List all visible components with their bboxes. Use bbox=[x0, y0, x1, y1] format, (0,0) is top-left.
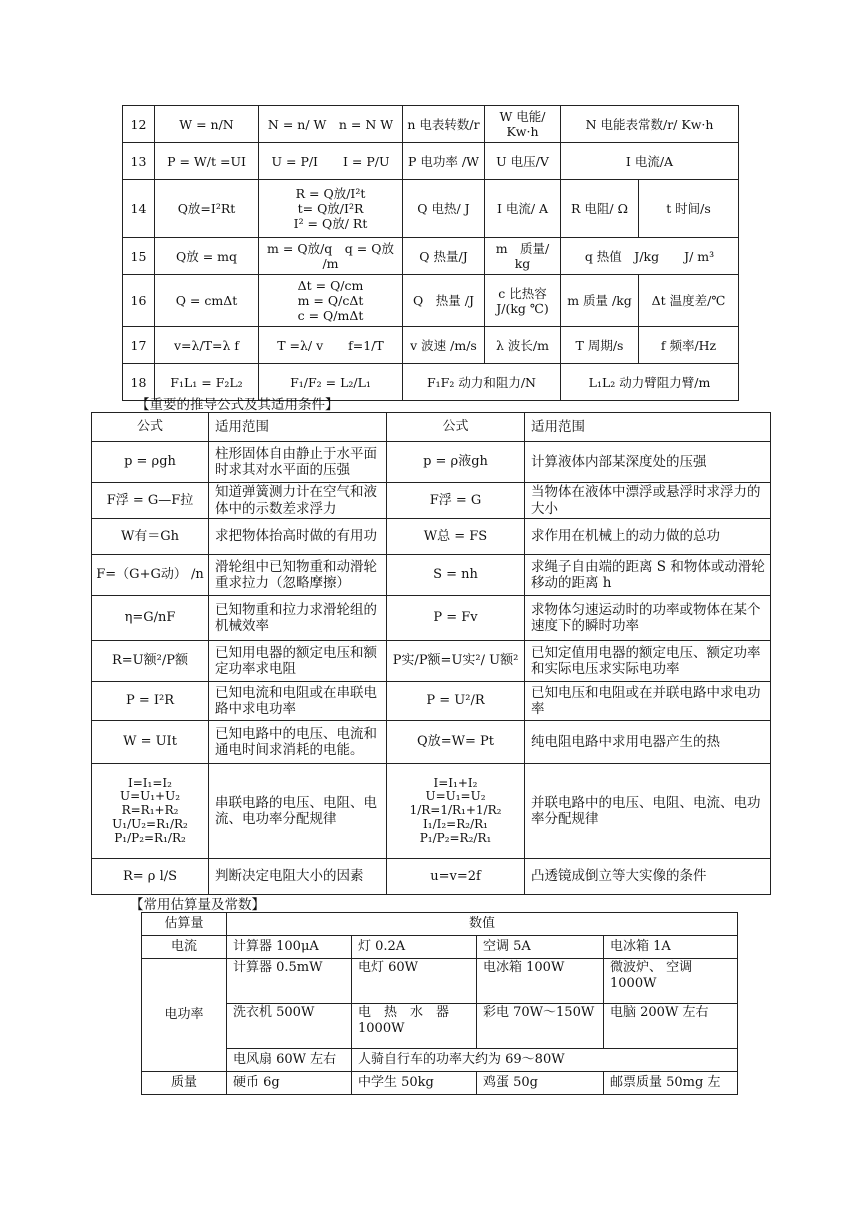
formula-cell: W总 = FS bbox=[387, 519, 525, 555]
condition-cell: 纯电阻电路中求用电器产生的热 bbox=[525, 721, 771, 764]
quantity-cell: f 频率/Hz bbox=[639, 327, 739, 364]
value-cell: 电冰箱 100W bbox=[477, 959, 604, 1004]
quantity-cell: U 电压/V bbox=[485, 143, 561, 180]
condition-cell: 并联电路中的电压、电阻、电流、电功率分配规律 bbox=[525, 764, 771, 859]
formula-table bbox=[122, 105, 739, 401]
quantity-cell: t 时间/s bbox=[639, 180, 739, 238]
formula-cell: U = P/I I = P/U bbox=[259, 143, 403, 180]
quantity-cell: I 电流/ A bbox=[485, 180, 561, 238]
quantity-cell: n 电表转数/r bbox=[403, 106, 485, 143]
derived-formula-table bbox=[91, 412, 771, 895]
condition-cell: 求作用在机械上的动力做的总功 bbox=[525, 519, 771, 555]
value-cell: 电风扇 60W 左右 bbox=[227, 1049, 352, 1072]
table-header-row bbox=[142, 913, 738, 936]
value-cell: 计算器 100μA bbox=[227, 936, 352, 959]
formula-cell: N = n/ W n = N W bbox=[259, 106, 403, 143]
column-header: 适用范围 bbox=[525, 413, 771, 442]
row-label: 电功率 bbox=[142, 959, 227, 1072]
row-number: 14 bbox=[123, 180, 155, 238]
formula-cell: F=（G+G动） /n bbox=[92, 555, 209, 596]
column-header: 估算量 bbox=[142, 913, 227, 936]
table-row bbox=[92, 596, 771, 641]
table-row bbox=[123, 143, 739, 180]
table-row bbox=[123, 106, 739, 143]
condition-cell: 滑轮组中已知物重和动滑轮重求拉力（忽略摩擦） bbox=[209, 555, 387, 596]
table-row bbox=[123, 327, 739, 364]
condition-cell: 知道弹簧测力计在空气和液体中的示数差求浮力 bbox=[209, 483, 387, 519]
value-cell: 电冰箱 1A bbox=[604, 936, 738, 959]
column-header: 公式 bbox=[387, 413, 525, 442]
table-row bbox=[92, 483, 771, 519]
value-cell: 电脑 200W 左右 bbox=[604, 1004, 738, 1049]
quantity-cell: Δt 温度差/℃ bbox=[639, 275, 739, 327]
formula-cell: u=v=2f bbox=[387, 859, 525, 895]
table-row bbox=[92, 721, 771, 764]
table-header-row bbox=[92, 413, 771, 442]
condition-cell: 当物体在液体中漂浮或悬浮时求浮力的大小 bbox=[525, 483, 771, 519]
quantity-cell: m 质量/ kg bbox=[485, 238, 561, 275]
formula-cell: R = Q放/I²t t= Q放/I²R I² = Q放/ Rt bbox=[259, 180, 403, 238]
formula-cell: W = n/N bbox=[155, 106, 259, 143]
quantity-cell: I 电流/A bbox=[561, 143, 739, 180]
quantity-cell: q 热值 J/kg J/ m³ bbox=[561, 238, 739, 275]
formula-cell: P = Fv bbox=[387, 596, 525, 641]
section-title: 【重要的推导公式及其适用条件】 bbox=[136, 397, 339, 413]
table-row bbox=[123, 238, 739, 275]
table-row bbox=[142, 1072, 738, 1095]
value-cell: 人骑自行车的功率大约为 69～80W bbox=[352, 1049, 738, 1072]
value-cell: 微波炉、 空调 1000W bbox=[604, 959, 738, 1004]
condition-cell: 已知电流和电阻或在串联电路中求电功率 bbox=[209, 682, 387, 721]
value-cell: 邮票质量 50mg 左 bbox=[604, 1072, 738, 1095]
row-number: 18 bbox=[123, 364, 155, 401]
formula-cell: P = I²R bbox=[92, 682, 209, 721]
formula-cell: W = UIt bbox=[92, 721, 209, 764]
quantity-cell: L₁L₂ 动力臂阻力臂/m bbox=[561, 364, 739, 401]
condition-cell: 判断决定电阻大小的因素 bbox=[209, 859, 387, 895]
row-number: 13 bbox=[123, 143, 155, 180]
row-number: 17 bbox=[123, 327, 155, 364]
condition-cell: 求绳子自由端的距离 S 和物体或动滑轮移动的距离 h bbox=[525, 555, 771, 596]
formula-cell: Q = cmΔt bbox=[155, 275, 259, 327]
table-row bbox=[142, 959, 738, 1004]
table-row bbox=[142, 1049, 738, 1072]
formula-cell: R= ρ l/S bbox=[92, 859, 209, 895]
row-label: 电流 bbox=[142, 936, 227, 959]
quantity-cell: c 比热容 J/(kg ℃) bbox=[485, 275, 561, 327]
table-row bbox=[142, 1004, 738, 1049]
table-row bbox=[92, 641, 771, 682]
formula-cell: W有＝Gh bbox=[92, 519, 209, 555]
value-cell: 电 热 水 器 1000W bbox=[352, 1004, 477, 1049]
table-row bbox=[92, 859, 771, 895]
row-number: 15 bbox=[123, 238, 155, 275]
condition-cell: 已知定值用电器的额定电压、额定功率和实际电压求实际电功率 bbox=[525, 641, 771, 682]
formula-cell: p = ρ液gh bbox=[387, 442, 525, 483]
formula-cell: F浮 = G—F拉 bbox=[92, 483, 209, 519]
table-row bbox=[92, 555, 771, 596]
quantity-cell: Q 热量 /J bbox=[403, 275, 485, 327]
formula-cell: F₁/F₂ = L₂/L₁ bbox=[259, 364, 403, 401]
condition-cell: 凸透镜成倒立等大实像的条件 bbox=[525, 859, 771, 895]
quantity-cell: λ 波长/m bbox=[485, 327, 561, 364]
value-cell: 鸡蛋 50g bbox=[477, 1072, 604, 1095]
formula-cell: I=I₁=I₂ U=U₁+U₂ R=R₁+R₂ U₁/U₂=R₁/R₂ P₁/P₂=R₁/R₂ bbox=[92, 764, 209, 859]
quantity-cell: R 电阻/ Ω bbox=[561, 180, 639, 238]
condition-cell: 柱形固体自由静止于水平面时求其对水平面的压强 bbox=[209, 442, 387, 483]
formula-cell: Q放=W= Pt bbox=[387, 721, 525, 764]
condition-cell: 求物体匀速运动时的功率或物体在某个速度下的瞬时功率 bbox=[525, 596, 771, 641]
condition-cell: 已知电路中的电压、电流和通电时间求消耗的电能。 bbox=[209, 721, 387, 764]
table-row bbox=[123, 275, 739, 327]
formula-cell: S = nh bbox=[387, 555, 525, 596]
formula-cell: P = W/t =UI bbox=[155, 143, 259, 180]
formula-cell: F₁L₁ = F₂L₂ bbox=[155, 364, 259, 401]
condition-cell: 已知电压和电阻或在并联电路中求电功率 bbox=[525, 682, 771, 721]
value-cell: 灯 0.2A bbox=[352, 936, 477, 959]
table-row bbox=[92, 764, 771, 859]
formula-cell: Δt = Q/cm m = Q/cΔt c = Q/mΔt bbox=[259, 275, 403, 327]
formula-cell: Q放 = mq bbox=[155, 238, 259, 275]
quantity-cell: N 电能表常数/r/ Kw·h bbox=[561, 106, 739, 143]
row-number: 12 bbox=[123, 106, 155, 143]
formula-cell: R=U额²/P额 bbox=[92, 641, 209, 682]
value-cell: 彩电 70W～150W bbox=[477, 1004, 604, 1049]
quantity-cell: T 周期/s bbox=[561, 327, 639, 364]
value-cell: 洗衣机 500W bbox=[227, 1004, 352, 1049]
column-header: 数值 bbox=[227, 913, 738, 936]
table-row bbox=[92, 682, 771, 721]
formula-cell: η=G/nF bbox=[92, 596, 209, 641]
condition-cell: 已知用电器的额定电压和额定功率求电阻 bbox=[209, 641, 387, 682]
value-cell: 硬币 6g bbox=[227, 1072, 352, 1095]
value-cell: 空调 5A bbox=[477, 936, 604, 959]
row-number: 16 bbox=[123, 275, 155, 327]
quantity-cell: W 电能/ Kw·h bbox=[485, 106, 561, 143]
formula-cell: I=I₁+I₂ U=U₁=U₂ 1/R=1/R₁+1/R₂ I₁/I₂=R₂/R₁ P₁/P₂=R₂/R₁ bbox=[387, 764, 525, 859]
formula-cell: p = ρgh bbox=[92, 442, 209, 483]
quantity-cell: Q 电热/ J bbox=[403, 180, 485, 238]
quantity-cell: v 波速 /m/s bbox=[403, 327, 485, 364]
condition-cell: 计算液体内部某深度处的压强 bbox=[525, 442, 771, 483]
formula-cell: P = U²/R bbox=[387, 682, 525, 721]
column-header: 公式 bbox=[92, 413, 209, 442]
condition-cell: 求把物体抬高时做的有用功 bbox=[209, 519, 387, 555]
column-header: 适用范围 bbox=[209, 413, 387, 442]
table-row bbox=[92, 442, 771, 483]
condition-cell: 已知物重和拉力求滑轮组的机械效率 bbox=[209, 596, 387, 641]
quantity-cell: Q 热量/J bbox=[403, 238, 485, 275]
formula-cell: m = Q放/q q = Q放 /m bbox=[259, 238, 403, 275]
quantity-cell: m 质量 /kg bbox=[561, 275, 639, 327]
quantity-cell: F₁F₂ 动力和阻力/N bbox=[403, 364, 561, 401]
value-cell: 计算器 0.5mW bbox=[227, 959, 352, 1004]
value-cell: 中学生 50kg bbox=[352, 1072, 477, 1095]
table-row bbox=[142, 936, 738, 959]
formula-cell: F浮 = G bbox=[387, 483, 525, 519]
condition-cell: 串联电路的电压、电阻、电流、电功率分配规律 bbox=[209, 764, 387, 859]
formula-cell: Q放=I²Rt bbox=[155, 180, 259, 238]
quantity-cell: P 电功率 /W bbox=[403, 143, 485, 180]
table-row bbox=[92, 519, 771, 555]
formula-cell: T =λ/ v f=1/T bbox=[259, 327, 403, 364]
section-title: 【常用估算量及常数】 bbox=[130, 897, 265, 913]
formula-cell: P实/P额=U实²/ U额² bbox=[387, 641, 525, 682]
formula-cell: v=λ/T=λ f bbox=[155, 327, 259, 364]
estimate-table bbox=[141, 912, 738, 1095]
table-row bbox=[123, 180, 739, 238]
row-label: 质量 bbox=[142, 1072, 227, 1095]
value-cell: 电灯 60W bbox=[352, 959, 477, 1004]
